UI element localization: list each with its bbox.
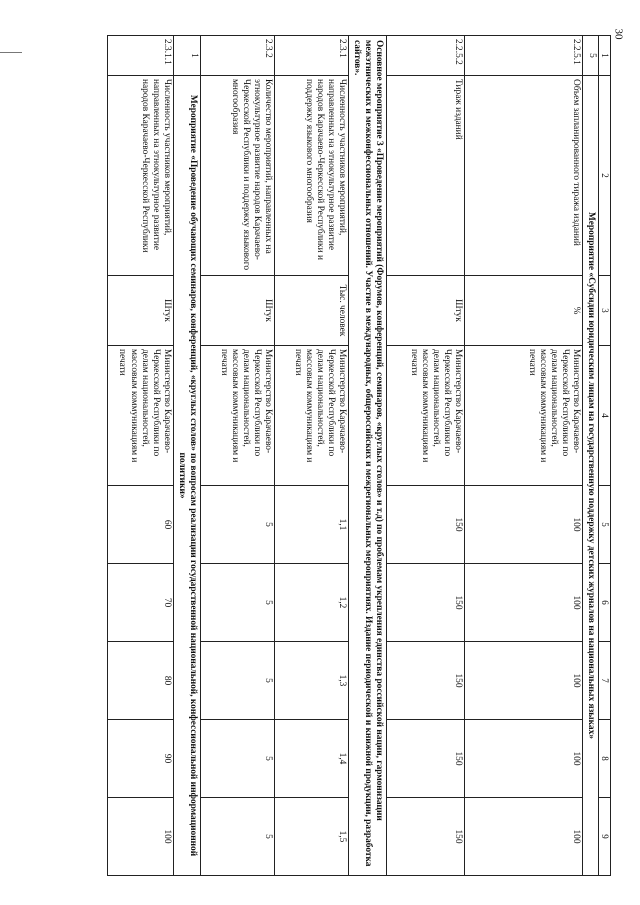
unit: Штук: [107, 276, 173, 346]
unit: Тыс. человек: [275, 276, 349, 346]
col-num-5: 5: [599, 486, 611, 564]
indicator-name: Численность участников мероприятий, направленных на этнокультурное развитие народов Карачаево-Черкесской Республики и поддержку языкового многообразия: [275, 76, 349, 276]
value-6: 1,2: [275, 564, 349, 642]
table-row: [201, 36, 275, 876]
value-5: 100: [465, 486, 583, 564]
value-6: 150: [387, 564, 465, 642]
value-8: 150: [387, 720, 465, 798]
value-8: 90: [107, 720, 173, 798]
column-number-row: [599, 36, 611, 876]
value-7: 150: [387, 642, 465, 720]
col-num-9: 9: [599, 798, 611, 876]
value-8: 1,4: [275, 720, 349, 798]
value-9: 150: [387, 798, 465, 876]
scan-edge-mark: [0, 52, 22, 53]
executor: Министерство Карачаево-Черкесской Республики по делам национальностей, массовым коммуникациям и печати: [275, 346, 349, 486]
value-9: 100: [107, 798, 173, 876]
indicator-name: Тираж изданий: [387, 76, 465, 276]
value-6: 100: [465, 564, 583, 642]
subsection-number: 1: [173, 36, 200, 76]
subsection-number: 5: [583, 36, 599, 76]
value-5: 60: [107, 486, 173, 564]
executor: Министерство Карачаево-Черкесской Республики по делам национальностей, массовым коммуникациям и печати: [201, 346, 275, 486]
row-id: 2.2.5.2: [387, 36, 465, 76]
indicator-name: Количество мероприятий, направленных на этнокультурное развитие народов Карачаево-Черкесской Республики и поддержку языкового многообразия: [201, 76, 275, 276]
col-num-3: 3: [599, 276, 611, 346]
subsection-row: [583, 36, 599, 876]
value-5: 5: [201, 486, 275, 564]
indicators-table: [107, 35, 611, 876]
subsection-title: Мероприятие «Проведение обучающих семинаров, конференций, «круглых столов» по вопросам реализации государственной национальной, конфессиональной информационной политики»: [173, 76, 200, 876]
row-id: 2.2.5.1: [465, 36, 583, 76]
value-8: 100: [465, 720, 583, 798]
value-9: 1,5: [275, 798, 349, 876]
unit: %: [465, 276, 583, 346]
row-id: 2.3.1.1: [107, 36, 173, 76]
row-id: 2.3.2: [201, 36, 275, 76]
col-num-7: 7: [599, 642, 611, 720]
col-num-2: 2: [599, 76, 611, 276]
value-9: 100: [465, 798, 583, 876]
value-5: 150: [387, 486, 465, 564]
executor: Министерство Карачаево-Черкесской Республики по делам национальностей, массовым коммуникациям и печати: [465, 346, 583, 486]
col-num-8: 8: [599, 720, 611, 798]
table-row: [465, 36, 583, 876]
value-7: 100: [465, 642, 583, 720]
main-event-title: Основное мероприятие 3 «Проведение мероприятий (Форумов, конференций, семинаров, «круглых столов» и т.д) по проблемам укрепления единства российской нации, гармонизации межэтнических и межконфессиональных отношений. Участие в международных, общероссийских и межрегиональных мероприятиях. Издание периодической и книжной продукции, разработка сайтов».: [349, 36, 387, 876]
subsection-row: [173, 36, 200, 876]
table-row: [107, 36, 173, 876]
value-6: 70: [107, 564, 173, 642]
main-event-row: [349, 36, 387, 876]
value-6: 5: [201, 564, 275, 642]
value-9: 5: [201, 798, 275, 876]
indicator-name: Численность участников мероприятий, направленных на этнокультурное развитие народов Карачаево-Черкесской Республики: [107, 76, 173, 276]
unit: Штук: [387, 276, 465, 346]
table-row: [275, 36, 349, 876]
value-5: 1,1: [275, 486, 349, 564]
row-id: 2.3.1: [275, 36, 349, 76]
page-number: 30: [612, 28, 625, 40]
col-num-1: 1: [599, 36, 611, 76]
unit: Штук: [201, 276, 275, 346]
col-num-4: 4: [599, 346, 611, 486]
value-7: 5: [201, 642, 275, 720]
executor: Министерство Карачаево-Черкесской Республики по делам национальностей, массовым коммуникациям и печати: [387, 346, 465, 486]
value-7: 1,3: [275, 642, 349, 720]
value-8: 5: [201, 720, 275, 798]
subsection-title: Мероприятие «Субсидии юридическим лицам на государственную поддержку детских журналов на национальных языках»: [583, 76, 599, 876]
value-7: 80: [107, 642, 173, 720]
col-num-6: 6: [599, 564, 611, 642]
table-row: [387, 36, 465, 876]
executor: Министерство Карачаево-Черкесской Республики по делам национальностей, массовым коммуникациям и печати: [107, 346, 173, 486]
indicator-name: Объем запланированного тиража изданий: [465, 76, 583, 276]
rotated-table-container: [98, 35, 611, 875]
